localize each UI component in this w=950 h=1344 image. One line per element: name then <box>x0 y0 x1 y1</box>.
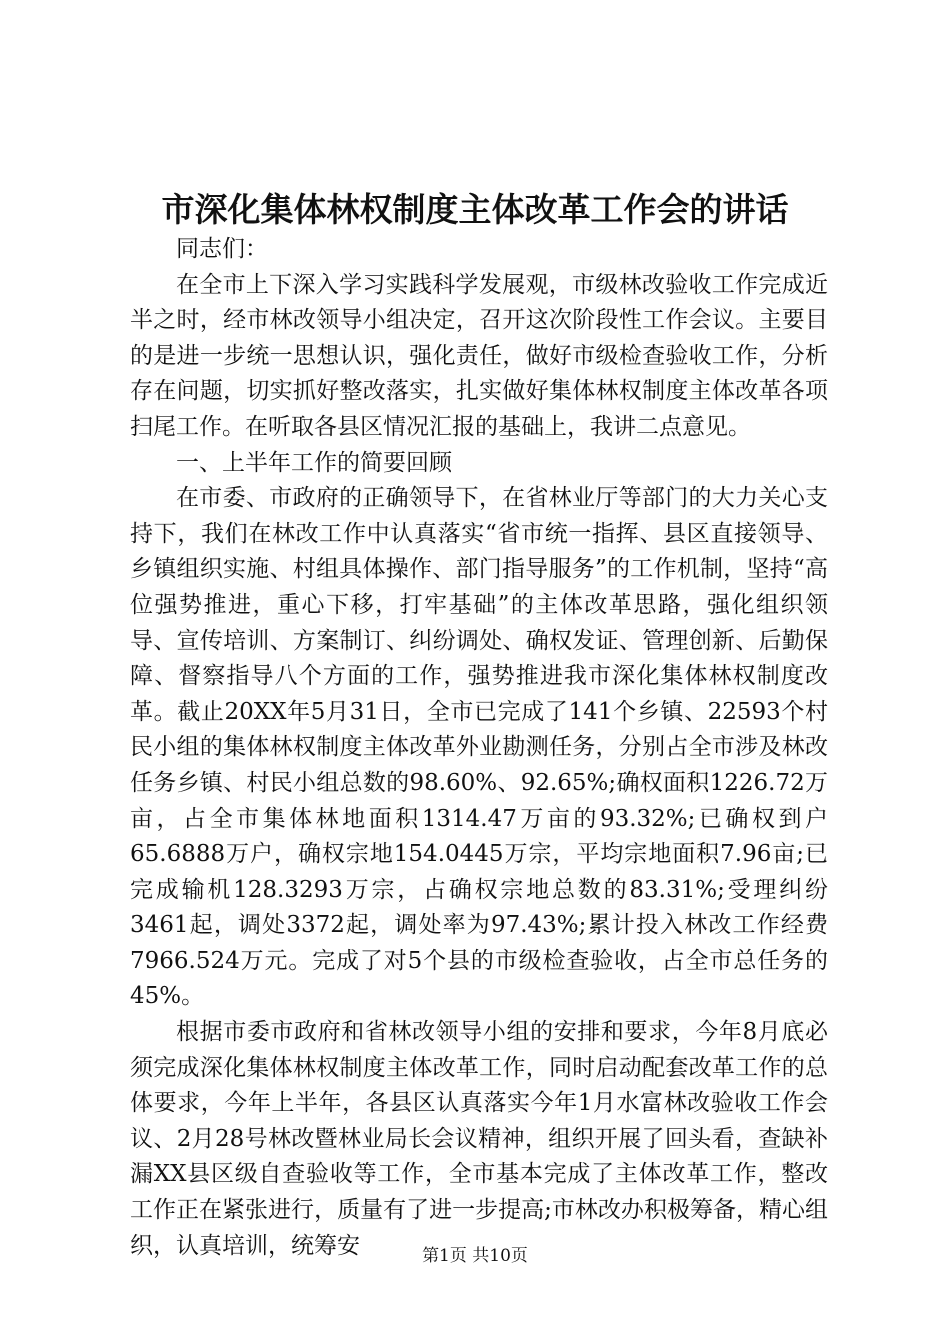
document-body <box>130 232 828 1264</box>
paragraph-intro: 在全市上下深入学习实践科学发展观，市级林改验收工作完成近半之时，经市林改领导小组决定，召开这次阶段性工作会议。主要目的是进一步统一思想认识，强化责任，做好市级检查验收工作，分析存在问题，切实抓好整改落实，扎实做好集体林权制度主体改革各项扫尾工作。在听取各县区情况汇报的基础上，我讲二点意见。 <box>130 271 828 440</box>
paragraph-review: 在市委、市政府的正确领导下，在省林业厅等部门的大力关心支持下，我们在林改工作中认真落实“省市统一指挥、县区直接领导、乡镇组织实施、村组具体操作、部门指导服务”的工作机制，坚持“高位强势推进，重心下移，打牢基础”的主体改革思路，强化组织领导、宣传培训、方案制订、纠纷调处、确权发证、管理创新、后勤保障、督察指导八个方面的工作，强势推进我市深化集体林权制度改革。截止20XX年5月31日，全市已完成了141个乡镇、22593个村民小组的集体林权制度主体改革外业勘测任务，分别占全市涉及林改任务乡镇、村民小组总数的98.60%、92.65%;确权面积1226.72万亩，占全市集体林地面积1314.47万亩的93.32%;已确权到户65.6888万户，确权宗地154.0445万宗，平均宗地面积7.96亩;已完成输机128.3293万宗，占确权宗地总数的83.31%;受理纠纷3461起，调处3372起，调处率为97.43%;累计投入林改工作经费7966.524万元。完成了对5个县的市级检查验收，占全市总任务的45%。 <box>130 485 828 1010</box>
document-title: 市深化集体林权制度主体改革工作会的讲话 <box>161 190 789 229</box>
paragraph-requirements: 根据市委市政府和省林改领导小组的安排和要求，今年8月底必须完成深化集体林权制度主体改革工作，同时启动配套改革工作的总体要求，今年上半年，各县区认真落实今年1月水富林改验收工作会议、2月28号林改暨林业局长会议精神，组织开展了回头看，查缺补漏XX县区级自查验收等工作，全市基本完成了主体改革工作，整改工作正在紧张进行，质量有了进一步提高;市林改办积极筹备，精心组织，认真培训，统筹安 <box>130 1019 828 1259</box>
section-heading: 一、上半年工作的简要回顾 <box>176 449 452 476</box>
page-number-footer: 第1页 共10页 <box>422 1246 528 1266</box>
salutation: 同志们： <box>176 236 268 262</box>
